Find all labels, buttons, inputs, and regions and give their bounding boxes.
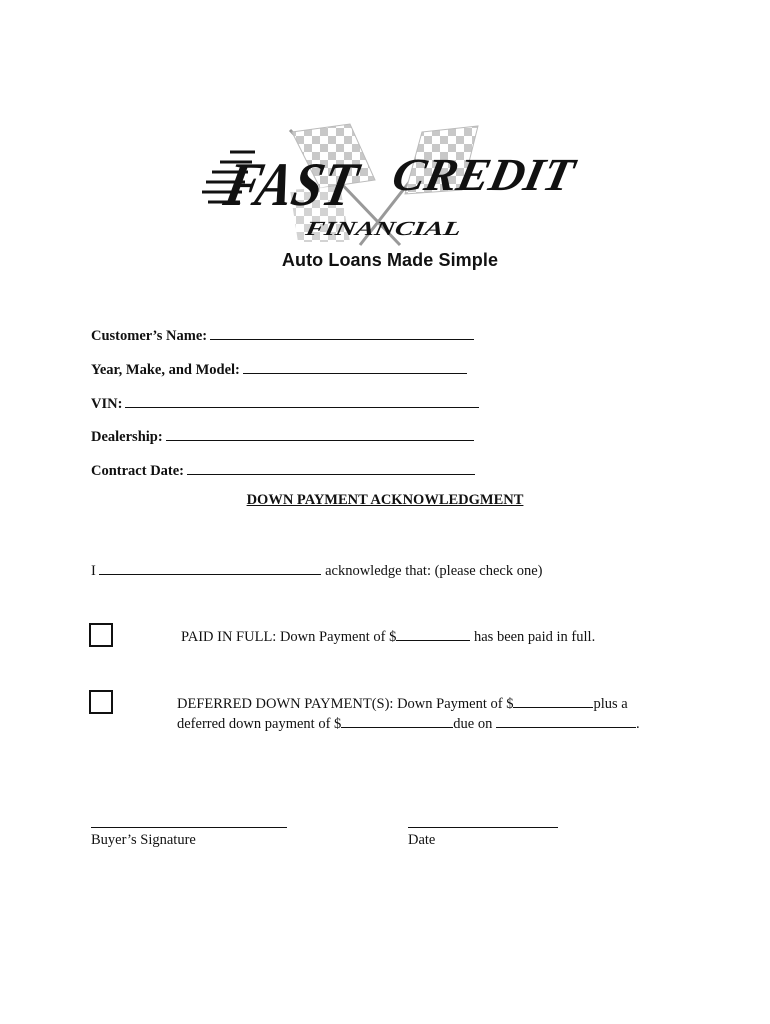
- date-label: Date: [408, 832, 436, 848]
- contract-date-label: Contract Date:: [91, 463, 185, 479]
- paid-amount-blank[interactable]: [396, 627, 470, 641]
- acknowledge-suffix: acknowledge that: (please check one): [325, 563, 543, 579]
- paid-in-full-checkbox[interactable]: [89, 623, 113, 647]
- paid-in-full-prefix: PAID IN FULL: Down Payment of $: [181, 629, 397, 645]
- fast-credit-financial-logo: [200, 120, 580, 255]
- year-make-model-label: Year, Make, and Model:: [91, 362, 240, 378]
- deferred-down-amount-blank[interactable]: [513, 694, 593, 708]
- paid-in-full-text: [181, 627, 595, 646]
- year-make-model-field: [91, 359, 467, 379]
- deferred-line1-prefix: DEFERRED DOWN PAYMENT(S): Down Payment of $: [177, 696, 514, 712]
- vin-field: [91, 393, 479, 413]
- logo-word-fast: FAST: [218, 149, 384, 219]
- year-make-model-blank[interactable]: [243, 359, 467, 374]
- contract-date-blank[interactable]: [187, 460, 475, 475]
- deferred-line2-suffix: .: [635, 716, 640, 732]
- section-heading: DOWN PAYMENT ACKNOWLEDGMENT: [246, 492, 524, 508]
- customer-name-blank[interactable]: [210, 325, 474, 340]
- customer-name-field: [91, 325, 474, 345]
- acknowledge-line: [91, 561, 543, 580]
- deferred-line-1: [177, 694, 628, 713]
- deferred-amount-blank[interactable]: [341, 714, 453, 728]
- deferred-line2-middle: due on: [453, 716, 493, 732]
- deferred-line2-prefix: deferred down payment of $: [177, 716, 342, 732]
- deferred-line-2: [177, 714, 640, 733]
- vin-label: VIN:: [91, 396, 123, 412]
- due-date-blank[interactable]: [496, 714, 636, 728]
- paid-in-full-suffix: has been paid in full.: [473, 629, 596, 645]
- acknowledge-prefix: I: [91, 563, 96, 579]
- buyer-signature-label: Buyer’s Signature: [91, 832, 196, 848]
- acknowledge-name-blank[interactable]: [99, 561, 321, 575]
- vin-blank[interactable]: [125, 393, 479, 408]
- buyer-signature-line[interactable]: [91, 827, 287, 828]
- deferred-line1-suffix: plus a: [593, 696, 628, 712]
- dealership-field: [91, 426, 474, 446]
- contract-date-field: [91, 460, 475, 480]
- customer-name-label: Customer’s Name:: [91, 328, 208, 344]
- dealership-blank[interactable]: [166, 426, 474, 441]
- logo-word-credit: CREDIT: [387, 150, 570, 201]
- logo-word-financial: FINANCIAL: [303, 218, 418, 240]
- date-line[interactable]: [408, 827, 558, 828]
- deferred-payment-checkbox[interactable]: [89, 690, 113, 714]
- dealership-label: Dealership:: [91, 429, 163, 445]
- tagline: Auto Loans Made Simple: [281, 250, 499, 270]
